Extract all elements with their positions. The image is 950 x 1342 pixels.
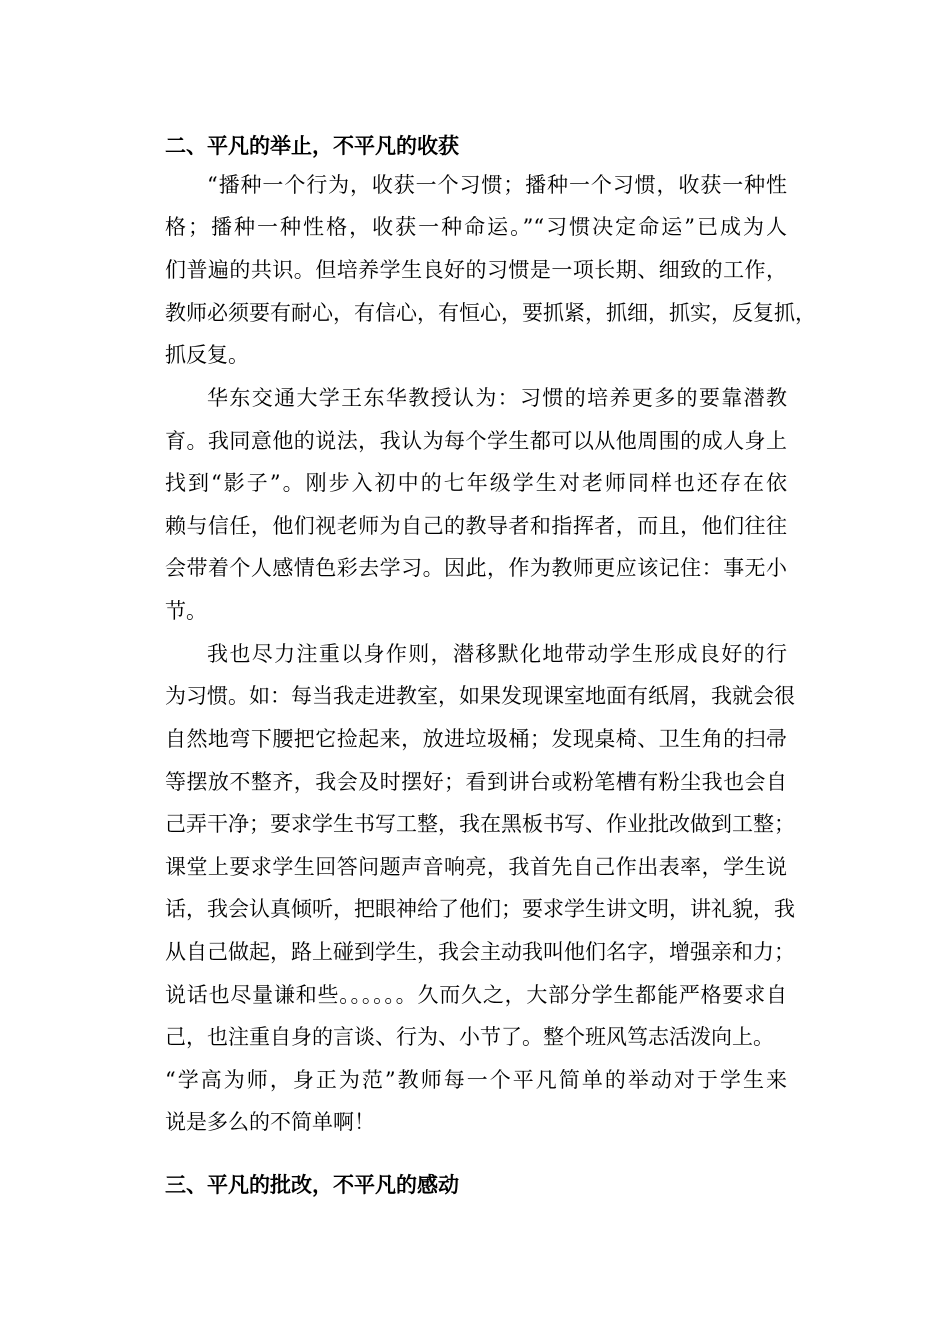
- paragraph-1-line-3: 们普遍的共识。但培养学生良好的习惯是一项长期、细致的工作，: [165, 258, 787, 282]
- paragraph-3-line-12: 说是多么的不简单啊！: [165, 1110, 375, 1134]
- paragraph-3-line-2: 为习惯。如：每当我走进教室，如果发现课室地面有纸屑，我就会很: [165, 684, 795, 708]
- paragraph-3-line-11: “学高为师，身正为范”教师每一个平凡简单的举动对于学生来: [165, 1068, 787, 1092]
- paragraph-1-line-1: “播种一个行为，收获一个习惯；播种一个习惯，收获一种性: [207, 173, 787, 197]
- paragraph-2-line-6: 节。: [165, 599, 207, 623]
- paragraph-3-line-6: 课堂上要求学生回答问题声音响亮，我首先自己作出表率，学生说: [165, 855, 787, 879]
- paragraph-3-line-10: 己，也注重自身的言谈、行为、小节了。整个班风笃志活泼向上。: [165, 1025, 774, 1049]
- paragraph-2-line-4: 赖与信任，他们视老师为自己的教导者和指挥者，而且，他们往往: [165, 514, 787, 538]
- paragraph-3-line-5: 己弄干净；要求学生书写工整，我在黑板书写、作业批改做到工整；: [165, 812, 795, 836]
- paragraph-3-line-9: 说话也尽量谦和些。。。。。。久而久之，大部分学生都能严格要求自: [165, 983, 787, 1007]
- paragraph-1-line-2: 格；播种一种性格，收获一种命运。”“习惯决定命运”已成为人: [165, 215, 787, 239]
- paragraph-3-line-8: 从自己做起，路上碰到学生，我会主动我叫他们名字，增强亲和力；: [165, 940, 795, 964]
- paragraph-3-line-7: 话，我会认真倾听，把眼神给了他们；要求学生讲文明，讲礼貌，我: [165, 897, 795, 921]
- paragraph-1-line-5: 抓反复。: [165, 343, 249, 367]
- paragraph-3-line-1: 我也尽力注重以身作则，潜移默化地带动学生形成良好的行: [207, 642, 787, 666]
- paragraph-2-line-1: 华东交通大学王东华教授认为：习惯的培养更多的要靠潜教: [207, 386, 787, 410]
- paragraph-2-line-5: 会带着个人感情色彩去学习。因此，作为教师更应该记住：事无小: [165, 556, 787, 580]
- paragraph-1-line-4: 教师必须要有耐心，有信心，有恒心，要抓紧，抓细，抓实，反复抓，: [165, 301, 816, 325]
- paragraph-3-line-4: 等摆放不整齐，我会及时摆好；看到讲台或粉笔槽有粉尘我也会自: [165, 770, 787, 794]
- paragraph-2-line-3: 找到“影子”。刚步入初中的七年级学生对老师同样也还存在依: [165, 471, 787, 495]
- section-heading-2: 二、平凡的举止，不平凡的收获: [165, 133, 459, 158]
- paragraph-3-line-3: 自然地弯下腰把它捡起来，放进垃圾桶；发现桌椅、卫生角的扫帚: [165, 727, 787, 751]
- section-heading-3: 三、平凡的批改，不平凡的感动: [165, 1172, 459, 1197]
- paragraph-2-line-2: 育。我同意他的说法，我认为每个学生都可以从他周围的成人身上: [165, 429, 787, 453]
